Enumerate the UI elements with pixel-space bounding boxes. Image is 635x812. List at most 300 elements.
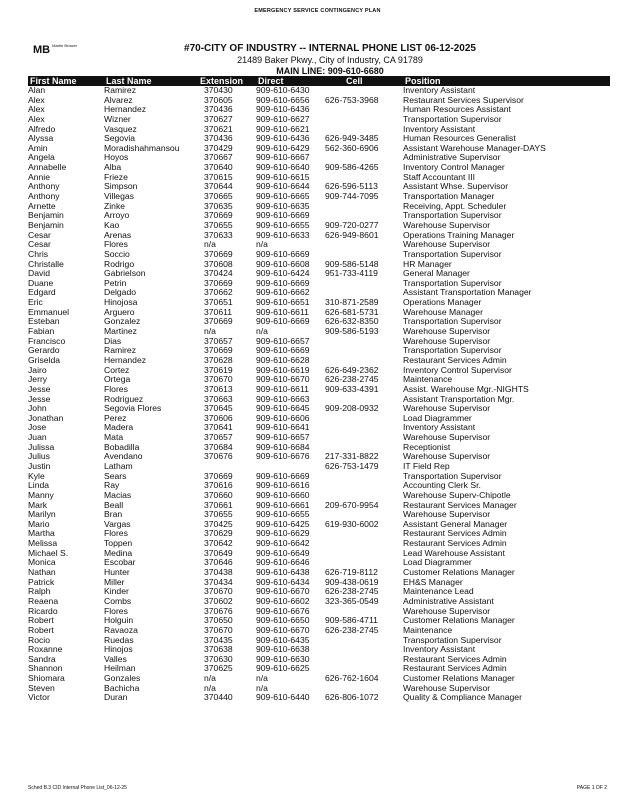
cell-extension: 370640 (204, 163, 233, 173)
cell-cell-phone: 909-208-0932 (325, 404, 379, 414)
cell-direct-phone: 909-610-6629 (256, 529, 310, 539)
cell-position: Customer Relations Manager (403, 616, 515, 626)
cell-extension: 370670 (204, 375, 233, 385)
document-title: #70-CITY OF INDUSTRY -- INTERNAL PHONE LIST 06-12-2025 (184, 43, 476, 54)
cell-cell-phone: 626-596-5113 (325, 182, 378, 192)
cell-position: Customer Relations Manager (403, 568, 515, 578)
cell-last-name: Macias (104, 490, 132, 500)
table-row (28, 144, 610, 154)
cell-first-name: Duane (28, 278, 54, 288)
cell-extension: 370649 (204, 548, 233, 558)
cell-cell-phone: 909-586-5193 (325, 327, 379, 337)
table-row (28, 684, 610, 694)
cell-position: Maintenance (403, 625, 453, 635)
cell-cell-phone: 909-720-0277 (325, 220, 379, 230)
cell-direct-phone: 909-610-6625 (256, 664, 310, 674)
table-row (28, 558, 610, 568)
table-row (28, 664, 610, 674)
cell-last-name: Gabrielson (104, 269, 146, 279)
header-position: Position (405, 76, 441, 86)
cell-last-name: Petrin (104, 278, 127, 288)
cell-position: Staff Accountant III (403, 172, 475, 182)
cell-first-name: Jesse (28, 384, 51, 394)
cell-direct-phone: 909-610-6436 (256, 105, 310, 115)
cell-position: Warehouse Supervisor (403, 220, 491, 230)
cell-direct-phone: 909-610-6684 (256, 442, 310, 452)
cell-last-name: Cortez (104, 365, 130, 375)
company-logo (33, 44, 77, 56)
cell-first-name: Fabian (28, 327, 55, 337)
table-row (28, 240, 610, 250)
cell-last-name: Toppen (104, 539, 133, 549)
cell-position: Operations Manager (403, 298, 482, 308)
cell-first-name: Anthony (28, 182, 60, 192)
cell-first-name: Linda (28, 481, 50, 491)
cell-direct-phone: n/a (256, 683, 268, 693)
cell-position: Receptionist (403, 442, 451, 452)
cell-extension: 370429 (204, 143, 233, 153)
cell-first-name: Monica (28, 558, 56, 568)
cell-extension: 370676 (204, 606, 233, 616)
cell-direct-phone: 909-610-6628 (256, 355, 310, 365)
table-row (28, 655, 610, 665)
cell-last-name: Moradishahmansou (104, 143, 180, 153)
table-row (28, 134, 610, 144)
cell-last-name: Escobar (104, 558, 136, 568)
cell-position: Warehouse Supervisor (403, 510, 491, 520)
table-row (28, 693, 610, 703)
cell-direct-phone: 909-610-6670 (256, 587, 310, 597)
table-row (28, 539, 610, 549)
cell-extension: 370669 (204, 278, 233, 288)
cell-direct-phone: 909-610-6676 (256, 452, 310, 462)
cell-direct-phone: 909-610-6429 (256, 143, 310, 153)
cell-extension: 370669 (204, 317, 233, 327)
cell-last-name: Arenas (104, 230, 132, 240)
cell-last-name: Flores (104, 606, 128, 616)
logo-mark: MB (33, 44, 51, 56)
cell-direct-phone: 909-610-6650 (256, 616, 310, 626)
table-row (28, 115, 610, 125)
footer-filename: Sched B.3 CID Internal Phone List_06-12-25 (28, 785, 127, 791)
cell-cell-phone: 909-633-4391 (325, 384, 379, 394)
cell-position: Transportation Supervisor (403, 317, 502, 327)
cell-position: Assistant Transportation Mgr. (403, 394, 515, 404)
cell-cell-phone: 626-762-1604 (325, 674, 379, 684)
cell-direct-phone: 909-610-6606 (256, 413, 310, 423)
table-row (28, 395, 610, 405)
cell-extension: 370628 (204, 355, 233, 365)
cell-extension: 370670 (204, 625, 233, 635)
cell-direct-phone: 909-610-6657 (256, 433, 310, 443)
cell-extension: 370641 (204, 423, 233, 433)
cell-last-name: Hinojos (104, 645, 133, 655)
cell-extension: 370613 (204, 384, 233, 394)
cell-extension: 370438 (204, 568, 233, 578)
cell-direct-phone: 909-610-6669 (256, 211, 310, 221)
cell-first-name: Edgard (28, 288, 56, 298)
table-row (28, 636, 610, 646)
cell-extension: 370611 (204, 307, 233, 317)
cell-position: Maintenance Lead (403, 587, 474, 597)
cell-direct-phone: 909-610-6669 (256, 346, 310, 356)
cell-direct-phone: 909-610-6633 (256, 230, 310, 240)
cell-extension: 370436 (204, 134, 233, 144)
table-row (28, 462, 610, 472)
cell-last-name: Hinojosa (104, 298, 138, 308)
cell-extension: 370667 (204, 153, 233, 163)
cell-position: Warehouse Supervisor (403, 606, 491, 616)
cell-cell-phone: 217-331-8822 (325, 452, 379, 462)
cell-extension: 370644 (204, 182, 233, 192)
cell-extension: 370660 (204, 490, 233, 500)
cell-position: Human Resources Assistant (403, 105, 511, 115)
cell-last-name: Kao (104, 220, 120, 230)
cell-first-name: Alex (28, 105, 45, 115)
cell-extension: 370642 (204, 539, 233, 549)
cell-position: Assist. Warehouse Mgr.-NIGHTS (403, 384, 529, 394)
cell-direct-phone: 909-610-6649 (256, 548, 310, 558)
cell-position: Operations Training Manager (403, 230, 515, 240)
cell-first-name: Benjamin (28, 220, 64, 230)
header-direct: Direct (258, 76, 284, 86)
cell-cell-phone: 323-365-0549 (325, 596, 379, 606)
cell-position: Load Diagrammer (403, 558, 472, 568)
cell-last-name: Vasquez (104, 124, 137, 134)
cell-first-name: Roxanne (28, 645, 63, 655)
cell-first-name: Reaena (28, 596, 59, 606)
cell-position: Receiving, Appt. Scheduler (403, 201, 507, 211)
cell-extension: 370645 (204, 404, 233, 414)
cell-last-name: Vargas (104, 519, 131, 529)
cell-direct-phone: 909-610-6635 (256, 201, 310, 211)
main-line: MAIN LINE: 909-610-6680 (276, 66, 384, 76)
cell-first-name: Jerry (28, 375, 48, 385)
cell-direct-phone: 909-610-6656 (256, 95, 310, 105)
table-row (28, 674, 610, 684)
cell-extension: 370629 (204, 529, 233, 539)
table-row (28, 472, 610, 482)
table-row (28, 202, 610, 212)
table-row (28, 260, 610, 270)
cell-direct-phone: 909-610-6669 (256, 249, 310, 259)
cell-position: Restaurant Services Supervisor (403, 95, 524, 105)
cell-last-name: Arguero (104, 307, 135, 317)
cell-direct-phone: 909-610-6642 (256, 539, 310, 549)
cell-cell-phone: 626-238-2745 (325, 587, 379, 597)
cell-cell-phone: 562-360-6906 (325, 143, 379, 153)
cell-first-name: Marilyn (28, 510, 56, 520)
cell-direct-phone: 909-610-6662 (256, 288, 310, 298)
cell-first-name: David (28, 269, 50, 279)
cell-extension: 370657 (204, 433, 233, 443)
table-row (28, 597, 610, 607)
cell-cell-phone: 626-719-8112 (325, 568, 378, 578)
cell-position: Restaurant Services Admin (403, 539, 507, 549)
table-row (28, 529, 610, 539)
cell-cell-phone: 626-806-1072 (325, 693, 379, 703)
table-row (28, 452, 610, 462)
table-row (28, 86, 610, 96)
plan-title: EMERGENCY SERVICE CONTINGENCY PLAN (254, 8, 381, 14)
cell-direct-phone: 909-610-6669 (256, 471, 310, 481)
cell-direct-phone: 909-610-6660 (256, 490, 310, 500)
cell-last-name: Heilman (104, 664, 136, 674)
table-row (28, 423, 610, 433)
cell-position: Customer Relations Manager (403, 674, 515, 684)
cell-last-name: Avendano (104, 452, 143, 462)
cell-direct-phone: 909-610-6655 (256, 510, 310, 520)
cell-first-name: Justin (28, 461, 51, 471)
cell-direct-phone: 909-610-6645 (256, 404, 310, 414)
cell-direct-phone: 909-610-6651 (256, 298, 310, 308)
cell-last-name: Segovia (104, 134, 136, 144)
table-row (28, 385, 610, 395)
cell-first-name: Shannon (28, 664, 63, 674)
cell-first-name: Arnette (28, 201, 56, 211)
cell-last-name: Ravaoza (104, 625, 138, 635)
cell-first-name: Benjamin (28, 211, 64, 221)
cell-direct-phone: 909-610-6665 (256, 192, 310, 202)
table-row (28, 356, 610, 366)
cell-extension: 370650 (204, 616, 233, 626)
cell-position: Administrative Assistant (403, 596, 494, 606)
cell-cell-phone: 310-871-2589 (325, 298, 379, 308)
cell-last-name: Hoyos (104, 153, 129, 163)
cell-position: General Manager (403, 269, 470, 279)
cell-extension: 370608 (204, 259, 233, 269)
table-row (28, 182, 610, 192)
cell-direct-phone: 909-610-6435 (256, 635, 310, 645)
cell-extension: 370684 (204, 442, 233, 452)
footer-page-number: PAGE 1 OF 2 (576, 785, 607, 791)
table-row (28, 587, 610, 597)
table-row (28, 491, 610, 501)
cell-direct-phone: 909-610-6667 (256, 153, 310, 163)
cell-direct-phone: 909-610-6611 (256, 307, 309, 317)
cell-extension: 370606 (204, 413, 233, 423)
cell-last-name: Bran (104, 510, 123, 520)
cell-last-name: Soccio (104, 249, 130, 259)
cell-position: Warehouse Manager (403, 307, 483, 317)
cell-last-name: Kinder (104, 587, 129, 597)
cell-cell-phone: 951-733-4119 (325, 269, 378, 279)
table-row (28, 578, 610, 588)
cell-position: Inventory Assistant (403, 645, 476, 655)
cell-extension: 370619 (204, 365, 233, 375)
cell-position: Transportation Supervisor (403, 249, 502, 259)
table-row (28, 481, 610, 491)
cell-position: Inventory Assistant (403, 124, 476, 134)
cell-first-name: Michael S. (28, 548, 69, 558)
cell-last-name: Villegas (104, 192, 134, 202)
cell-direct-phone: 909-610-6425 (256, 519, 310, 529)
cell-last-name: Hunter (104, 568, 130, 578)
cell-direct-phone: 909-610-6640 (256, 163, 310, 173)
cell-first-name: Patrick (28, 577, 55, 587)
cell-direct-phone: 909-610-6630 (256, 654, 310, 664)
cell-cell-phone: 209-670-9954 (325, 500, 379, 510)
cell-extension: 370662 (204, 288, 233, 298)
cell-direct-phone: 909-610-6611 (256, 384, 309, 394)
table-row (28, 105, 610, 115)
cell-last-name: Combs (104, 596, 132, 606)
cell-position: Administrative Supervisor (403, 153, 501, 163)
table-row (28, 607, 610, 617)
table-row (28, 375, 610, 385)
cell-direct-phone: 909-610-6669 (256, 278, 310, 288)
cell-direct-phone: 909-610-6661 (256, 500, 310, 510)
cell-position: Warehouse Superv-Chipotle (403, 490, 511, 500)
cell-first-name: Annie (28, 172, 50, 182)
cell-extension: 370424 (204, 269, 233, 279)
cell-position: Transportation Supervisor (403, 211, 502, 221)
cell-extension: 370425 (204, 519, 233, 529)
cell-last-name: Ramirez (104, 346, 136, 356)
cell-first-name: Steven (28, 683, 55, 693)
cell-cell-phone: 626-238-2745 (325, 375, 379, 385)
table-row (28, 433, 610, 443)
cell-cell-phone: 626-632-8350 (325, 317, 379, 327)
cell-extension: 370638 (204, 645, 233, 655)
table-row (28, 153, 610, 163)
cell-direct-phone: 909-610-6608 (256, 259, 310, 269)
cell-first-name: Sandra (28, 654, 56, 664)
table-row (28, 366, 610, 376)
cell-first-name: Alex (28, 114, 45, 124)
cell-direct-phone: 909-610-6621 (256, 124, 310, 134)
table-row (28, 211, 610, 221)
cell-extension: n/a (204, 240, 216, 250)
table-row (28, 173, 610, 183)
cell-extension: 370663 (204, 394, 233, 404)
cell-position: EH&S Manager (403, 577, 463, 587)
cell-extension: 370605 (204, 95, 233, 105)
cell-direct-phone: 909-610-6646 (256, 558, 310, 568)
cell-cell-phone: 626-949-8601 (325, 230, 379, 240)
cell-position: IT Field Rep (403, 461, 450, 471)
cell-direct-phone: 909-610-6669 (256, 317, 310, 327)
cell-extension: n/a (204, 674, 216, 684)
table-row (28, 645, 610, 655)
table-row (28, 269, 610, 279)
cell-last-name: Delgado (104, 288, 137, 298)
cell-position: Transportation Supervisor (403, 278, 502, 288)
cell-extension: 370435 (204, 635, 233, 645)
cell-extension: 370434 (204, 577, 233, 587)
cell-position: Accounting Clerk Sr. (403, 481, 481, 491)
cell-position: Warehouse Supervisor (403, 433, 491, 443)
cell-direct-phone: 909-610-6638 (256, 645, 310, 655)
cell-direct-phone: 909-610-6602 (256, 596, 310, 606)
cell-first-name: Eric (28, 298, 43, 308)
cell-extension: 370616 (204, 481, 233, 491)
cell-first-name: John (28, 404, 47, 414)
cell-position: Inventory Control Manager (403, 163, 505, 173)
cell-last-name: Flores (104, 529, 128, 539)
cell-first-name: Griselda (28, 355, 60, 365)
cell-position: Restaurant Services Admin (403, 529, 507, 539)
cell-direct-phone: 909-610-6424 (256, 269, 310, 279)
cell-direct-phone: 909-610-6627 (256, 114, 310, 124)
cell-direct-phone: 909-610-6436 (256, 134, 310, 144)
cell-last-name: Martinez (104, 327, 137, 337)
cell-last-name: Beall (104, 500, 124, 510)
header-last-name: Last Name (106, 76, 152, 86)
cell-last-name: Ortega (104, 375, 131, 385)
document-address: 21489 Baker Pkwy., City of Industry, CA 91789 (237, 55, 423, 65)
cell-extension: 370669 (204, 211, 233, 221)
table-row (28, 192, 610, 202)
table-row (28, 568, 610, 578)
cell-direct-phone: 909-610-6670 (256, 375, 310, 385)
table-row (28, 501, 610, 511)
cell-position: Inventory Control Supervisor (403, 365, 512, 375)
header-first-name: First Name (30, 76, 77, 86)
cell-cell-phone: 626-681-5731 (325, 307, 379, 317)
cell-first-name: Julissa (28, 442, 55, 452)
cell-first-name: Robert (28, 625, 54, 635)
cell-direct-phone: 909-610-6440 (256, 693, 310, 703)
cell-first-name: Julius (28, 452, 50, 462)
cell-direct-phone: 909-610-6430 (256, 86, 310, 95)
cell-last-name: Medina (104, 548, 133, 558)
cell-extension: 370615 (204, 172, 233, 182)
cell-extension: 370655 (204, 510, 233, 520)
cell-first-name: Amin (28, 143, 48, 153)
cell-first-name: Jose (28, 423, 47, 433)
table-row (28, 231, 610, 241)
cell-last-name: Rodriguez (104, 394, 144, 404)
table-row (28, 337, 610, 347)
cell-last-name: Madera (104, 423, 134, 433)
cell-first-name: Ralph (28, 587, 51, 597)
table-row (28, 520, 610, 530)
cell-position: Assistant Transportation Manager (403, 288, 532, 298)
cell-extension: 370630 (204, 654, 233, 664)
cell-first-name: Angela (28, 153, 55, 163)
cell-first-name: Anthony (28, 192, 60, 202)
cell-cell-phone: 626-753-1479 (325, 461, 379, 471)
cell-first-name: Alfredo (28, 124, 56, 134)
table-row (28, 317, 610, 327)
cell-direct-phone: n/a (256, 674, 268, 684)
cell-first-name: Martha (28, 529, 55, 539)
cell-extension: 370657 (204, 336, 233, 346)
table-row (28, 298, 610, 308)
cell-position: Lead Warehouse Assistant (403, 548, 505, 558)
cell-position: HR Manager (403, 259, 452, 269)
cell-direct-phone: n/a (256, 327, 268, 337)
cell-direct-phone: n/a (256, 240, 268, 250)
cell-first-name: Annabelle (28, 163, 67, 173)
header-extension: Extension (200, 76, 244, 86)
table-row (28, 125, 610, 135)
cell-last-name: Flores (104, 240, 128, 250)
cell-direct-phone: 909-610-6616 (256, 481, 310, 491)
table-row (28, 549, 610, 559)
cell-cell-phone: 909-438-0619 (325, 577, 379, 587)
cell-position: Restaurant Services Admin (403, 664, 507, 674)
cell-last-name: Latham (104, 461, 133, 471)
cell-last-name: Segovia Flores (104, 404, 162, 414)
cell-first-name: Rocio (28, 635, 50, 645)
cell-last-name: Holguin (104, 616, 134, 626)
cell-last-name: Hernandez (104, 355, 147, 365)
cell-last-name: Ray (104, 481, 120, 491)
cell-position: Transportation Manager (403, 192, 495, 202)
cell-position: Transportation Supervisor (403, 471, 502, 481)
